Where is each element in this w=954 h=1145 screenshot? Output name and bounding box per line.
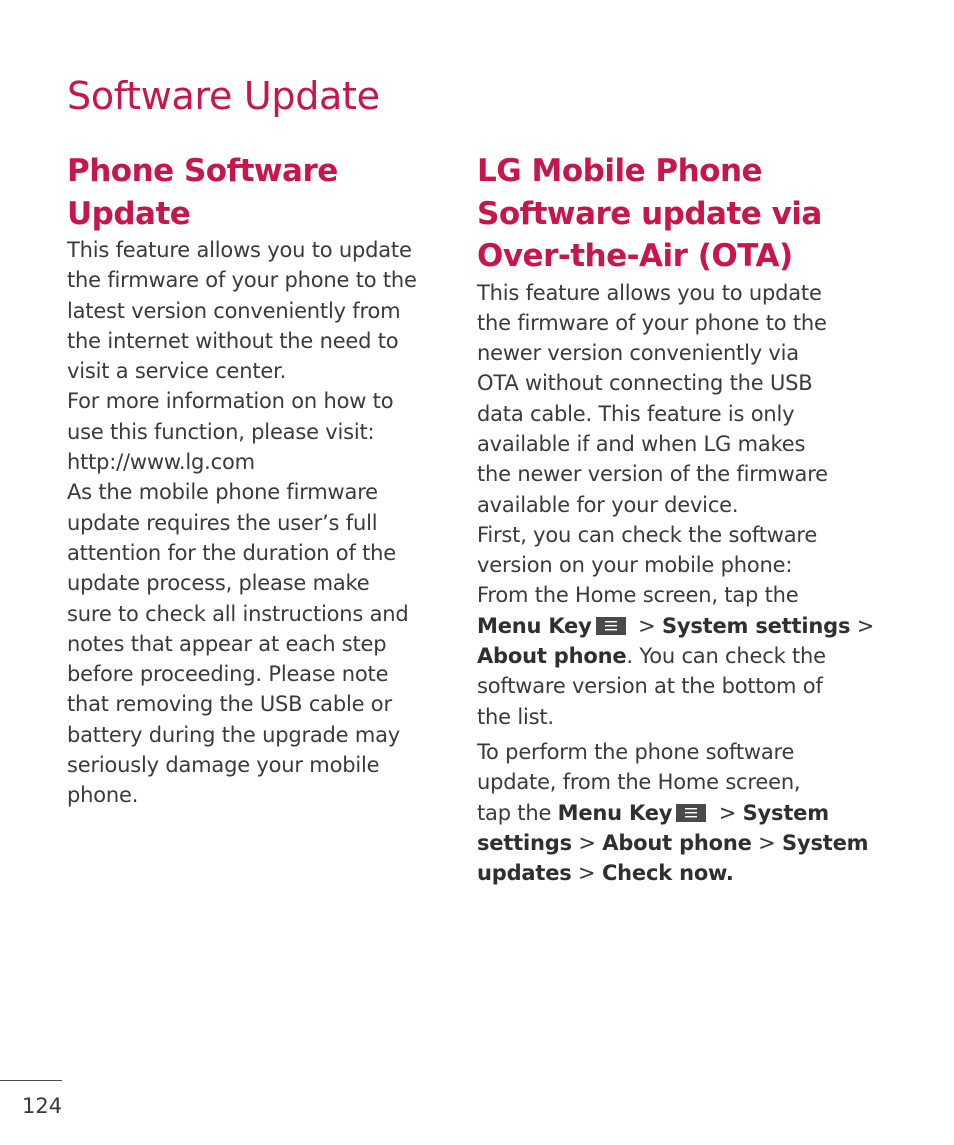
separator: >	[571, 861, 602, 886]
text-line: This feature allows you to update	[67, 238, 412, 262]
text-line: the firmware of your phone to the	[67, 268, 417, 293]
text-line: update, from the Home screen,	[477, 770, 801, 795]
text-line: OTA without connecting the USB	[477, 371, 813, 396]
separator: >	[712, 800, 743, 825]
perform-update-paragraph	[477, 737, 877, 888]
text-line: data cable. This feature is only	[477, 401, 795, 426]
text-line: attention for the duration of the	[67, 540, 396, 565]
settings-label: settings	[477, 830, 572, 855]
menu-icon	[676, 804, 706, 822]
about-phone-label: About phone	[602, 830, 752, 855]
text-line: before proceeding. Please note	[67, 662, 389, 687]
system-label: System	[742, 800, 829, 825]
heading-line: Software update via	[477, 195, 822, 232]
text-line: To perform the phone software	[477, 739, 795, 764]
page-title: Software Update	[67, 74, 380, 118]
text-line: the list.	[477, 704, 554, 729]
system-settings-label: System settings	[661, 613, 851, 638]
text-line: available if and when LG makes	[477, 431, 806, 456]
separator: >	[850, 613, 875, 638]
menu-path-line	[477, 611, 877, 641]
heading-line: Phone Software	[67, 153, 338, 189]
text-line: visit a service center.	[67, 359, 287, 384]
text-fragment: tap the	[477, 800, 558, 825]
check-now-label: Check now.	[601, 861, 734, 886]
text-line: that removing the USB cable or	[67, 692, 392, 717]
menu-path-line	[477, 798, 877, 828]
text-line: the newer version of the firmware	[477, 462, 828, 487]
heading-line: Update	[67, 195, 191, 232]
text-line: First, you can check the software	[477, 522, 818, 547]
text-line: From the Home screen, tap the	[477, 583, 799, 608]
text-line: available for your device.	[477, 492, 739, 517]
text-line: notes that appear at each step	[67, 631, 387, 656]
more-info-paragraph	[67, 386, 447, 477]
text-line: phone.	[67, 783, 139, 808]
page-number: 124	[22, 1094, 63, 1118]
left-column	[67, 150, 447, 811]
separator: >	[751, 830, 783, 855]
footer-divider	[0, 1080, 62, 1081]
separator: >	[571, 830, 603, 855]
text-line: seriously damage your mobile	[67, 753, 380, 778]
text-fragment: . You can check the	[626, 644, 826, 669]
text-line: sure to check all instructions and	[67, 601, 409, 626]
text-line: battery during the upgrade may	[67, 722, 401, 747]
right-column	[477, 150, 877, 888]
lg-website-url: http://www.lg.com	[67, 450, 255, 475]
ota-update-heading	[477, 150, 877, 278]
text-line: For more information on how to	[67, 389, 394, 414]
updates-label: updates	[477, 861, 572, 886]
text-line: the firmware of your phone to the	[477, 310, 827, 335]
about-phone-label: About phone	[477, 644, 627, 669]
check-version-paragraph	[477, 520, 877, 732]
menu-key-label: Menu Key	[557, 800, 673, 825]
heading-line: Over-the-Air (OTA)	[477, 238, 793, 274]
ota-intro-paragraph	[477, 278, 877, 520]
menu-key-label: Menu Key	[477, 613, 592, 638]
text-line: This feature allows you to update	[477, 280, 822, 305]
text-line: update requires the user’s full	[67, 510, 378, 535]
phone-software-update-heading	[67, 150, 447, 235]
text-line: use this function, please visit:	[67, 419, 375, 444]
updates-path-line	[477, 858, 877, 888]
text-line: version on your mobile phone:	[477, 553, 793, 578]
system-label: System	[782, 830, 869, 855]
text-line: latest version conveniently from	[67, 298, 401, 323]
text-line: newer version conveniently via	[477, 341, 799, 366]
settings-path-line	[477, 828, 877, 858]
heading-line: LG Mobile Phone	[477, 153, 763, 189]
warning-paragraph	[67, 477, 447, 810]
text-line: As the mobile phone firmware	[67, 480, 378, 505]
text-line: software version at the bottom of	[477, 674, 823, 699]
separator: >	[631, 613, 662, 638]
intro-paragraph	[67, 235, 447, 386]
text-line: the internet without the need to	[67, 328, 399, 353]
text-line: update process, please make	[67, 571, 370, 596]
menu-icon	[596, 617, 626, 635]
about-phone-line	[477, 641, 877, 671]
